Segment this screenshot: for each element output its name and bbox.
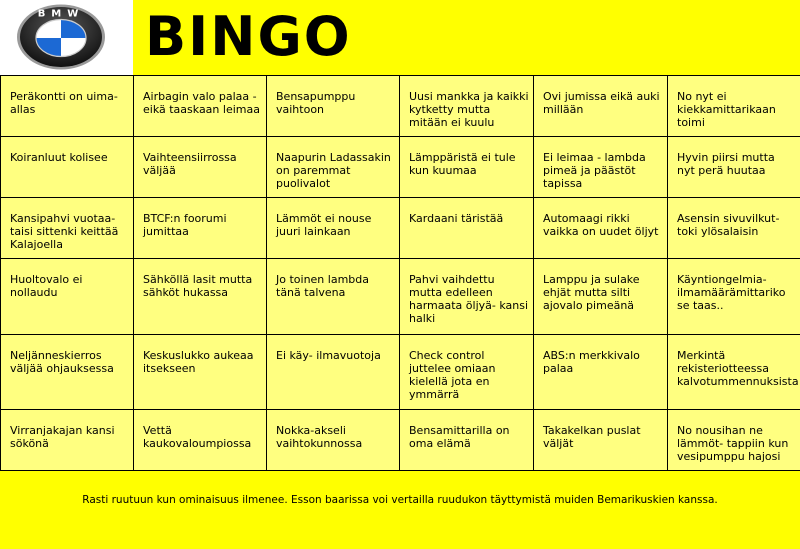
bingo-cell[interactable]: Automaagi rikki vaikka on uudet öljyt bbox=[534, 198, 668, 259]
bingo-cell[interactable]: Takakelkan puslat väljät bbox=[534, 409, 668, 470]
bingo-cell[interactable]: Lämmöt ei nouse juuri lainkaan bbox=[267, 198, 400, 259]
bingo-cell[interactable]: Lamppu ja sulake ehjät mutta silti ajovalo pimeänä bbox=[534, 259, 668, 334]
bingo-cell[interactable]: BTCF:n foorumi jumittaa bbox=[134, 198, 267, 259]
bingo-cell[interactable]: Kardaani täristää bbox=[400, 198, 534, 259]
bingo-grid bbox=[0, 75, 800, 471]
bingo-cell[interactable]: Vettä kaukovaloumpiossa bbox=[134, 409, 267, 470]
bmw-roundel-icon bbox=[15, 3, 107, 71]
bingo-cell[interactable]: No nyt ei kiekkamittarikaan toimi bbox=[668, 76, 800, 137]
bingo-cell[interactable]: Huoltovalo ei nollaudu bbox=[1, 259, 134, 334]
page-title: BINGO bbox=[145, 5, 352, 68]
bingo-cell[interactable]: ABS:n merkkivalo palaa bbox=[534, 334, 668, 409]
table-row bbox=[1, 198, 800, 259]
bingo-cell[interactable]: Asensin sivuvilkut- toki ylösalaisin bbox=[668, 198, 800, 259]
logo-text: BMW bbox=[37, 8, 85, 20]
table-row bbox=[1, 334, 800, 409]
bingo-cell[interactable]: No nousihan ne lämmöt- tappiin kun vesipumppu hajosi bbox=[668, 409, 800, 470]
bingo-cell[interactable]: Check control juttelee omiaan kielellä jota en ymmärrä bbox=[400, 334, 534, 409]
bingo-cell[interactable]: Sähköllä lasit mutta sähköt hukassa bbox=[134, 259, 267, 334]
bingo-cell[interactable]: Ovi jumissa eikä auki millään bbox=[534, 76, 668, 137]
footer-instructions: Rasti ruutuun kun ominaisuus ilmenee. Esson baarissa voi vertailla ruudukon täyttymistä muiden Bemarikuskien kanssa. bbox=[82, 494, 718, 506]
bingo-cell[interactable]: Nokka-akseli vaihtokunnossa bbox=[267, 409, 400, 470]
bingo-cell[interactable]: Vaihteensiirrossa väljää bbox=[134, 137, 267, 198]
bingo-cell[interactable]: Pahvi vaihdettu mutta edelleen harmaata öljyä- kansi halki bbox=[400, 259, 534, 334]
bingo-cell[interactable]: Ei käy- ilmavuotoja bbox=[267, 334, 400, 409]
bingo-cell[interactable]: Koiranluut kolisee bbox=[1, 137, 134, 198]
table-row bbox=[1, 409, 800, 470]
bingo-cell[interactable]: Ei leimaa - lambda pimeä ja päästöt tapissa bbox=[534, 137, 668, 198]
bingo-cell[interactable]: Keskuslukko aukeaa itsekseen bbox=[134, 334, 267, 409]
bingo-cell[interactable]: Käyntiongelmia- ilmamäärämittariko se taas.. bbox=[668, 259, 800, 334]
bingo-cell[interactable]: Airbagin valo palaa - eikä taaskaan leimaa bbox=[134, 76, 267, 137]
bingo-cell[interactable]: Virranjakajan kansi sökönä bbox=[1, 409, 134, 470]
bingo-cell[interactable]: Peräkontti on uima-allas bbox=[1, 76, 134, 137]
bingo-cell[interactable]: Neljänneskierros väljää ohjauksessa bbox=[1, 334, 134, 409]
bingo-cell[interactable]: Uusi mankka ja kaikki kytketty mutta mitään ei kuulu bbox=[400, 76, 534, 137]
table-row bbox=[1, 137, 800, 198]
bingo-cell[interactable]: Hyvin piirsi mutta nyt perä huutaa bbox=[668, 137, 800, 198]
table-row bbox=[1, 259, 800, 334]
logo-area bbox=[0, 0, 133, 75]
table-row bbox=[1, 76, 800, 137]
bingo-cell[interactable]: Lämppäristä ei tule kun kuumaa bbox=[400, 137, 534, 198]
bingo-cell[interactable]: Bensamittarilla on oma elämä bbox=[400, 409, 534, 470]
bingo-cell[interactable]: Kansipahvi vuotaa- taisi sittenki keittää Kalajoella bbox=[1, 198, 134, 259]
bingo-cell[interactable]: Jo toinen lambda tänä talvena bbox=[267, 259, 400, 334]
bingo-cell[interactable]: Naapurin Ladassakin on paremmat puolivalot bbox=[267, 137, 400, 198]
bingo-cell[interactable]: Bensapumppu vaihtoon bbox=[267, 76, 400, 137]
bingo-cell[interactable]: Merkintä rekisteriotteessa kalvotummennuksista bbox=[668, 334, 800, 409]
